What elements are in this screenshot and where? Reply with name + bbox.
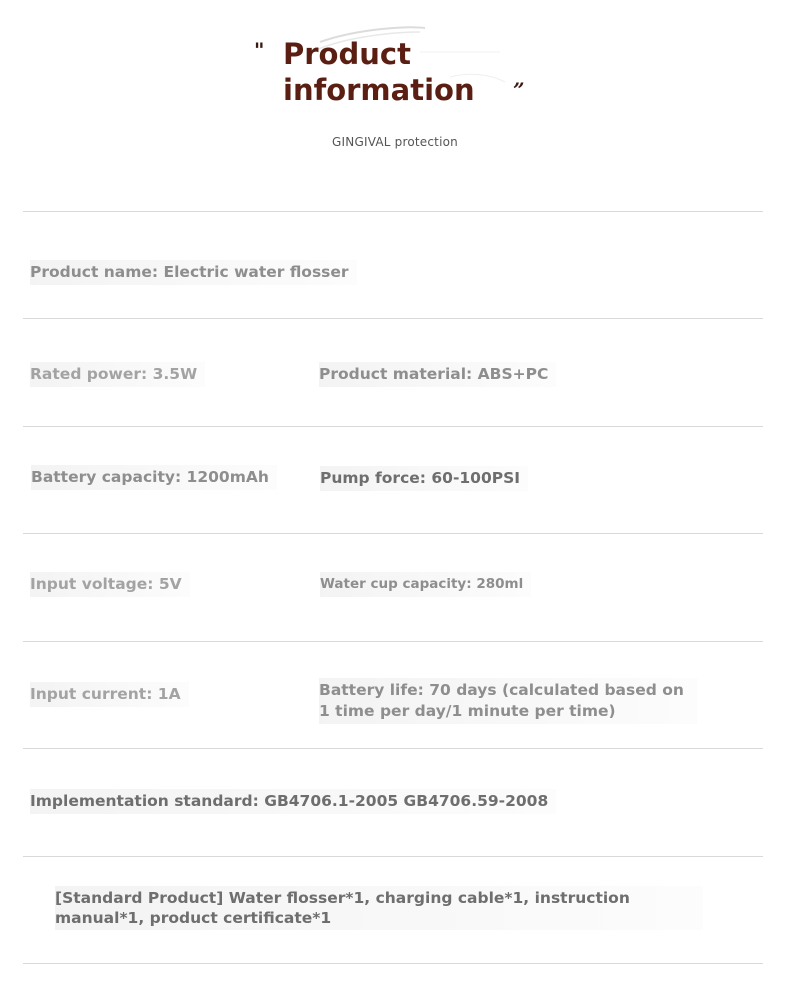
divider [23, 211, 763, 212]
page-title [283, 36, 475, 108]
spec-battery-capacity: Battery capacity: 1200mAh [31, 465, 277, 490]
page-subtitle: GINGIVAL protection [332, 135, 458, 149]
title-line-2: information [283, 73, 475, 107]
divider [23, 748, 763, 749]
spec-pump-force: Pump force: 60-100PSI [320, 466, 528, 491]
divider [23, 856, 763, 857]
open-quote-mark: " [254, 38, 265, 62]
spec-product-name: Product name: Electric water flosser [30, 260, 357, 285]
divider [23, 426, 763, 427]
spec-input-voltage: Input voltage: 5V [30, 572, 190, 597]
divider [23, 963, 763, 964]
spec-rated-power: Rated power: 3.5W [30, 362, 205, 387]
spec-input-current: Input current: 1A [30, 682, 189, 707]
title-line-1: Product [283, 37, 411, 71]
divider [23, 641, 763, 642]
spec-standard-product: [Standard Product] Water flosser*1, charging cable*1, instruction manual*1, product certificate*1 [55, 886, 703, 930]
close-quote-mark: ” [513, 78, 525, 102]
spec-implementation-standard: Implementation standard: GB4706.1-2005 GB4706.59-2008 [30, 789, 556, 814]
divider [23, 533, 763, 534]
spec-battery-life: Battery life: 70 days (calculated based on 1 time per day/1 minute per time) [319, 678, 697, 724]
header [0, 0, 790, 200]
spec-product-material: Product material: ABS+PC [319, 362, 556, 387]
divider [23, 318, 763, 319]
spec-water-cup-capacity: Water cup capacity: 280ml [320, 572, 531, 597]
